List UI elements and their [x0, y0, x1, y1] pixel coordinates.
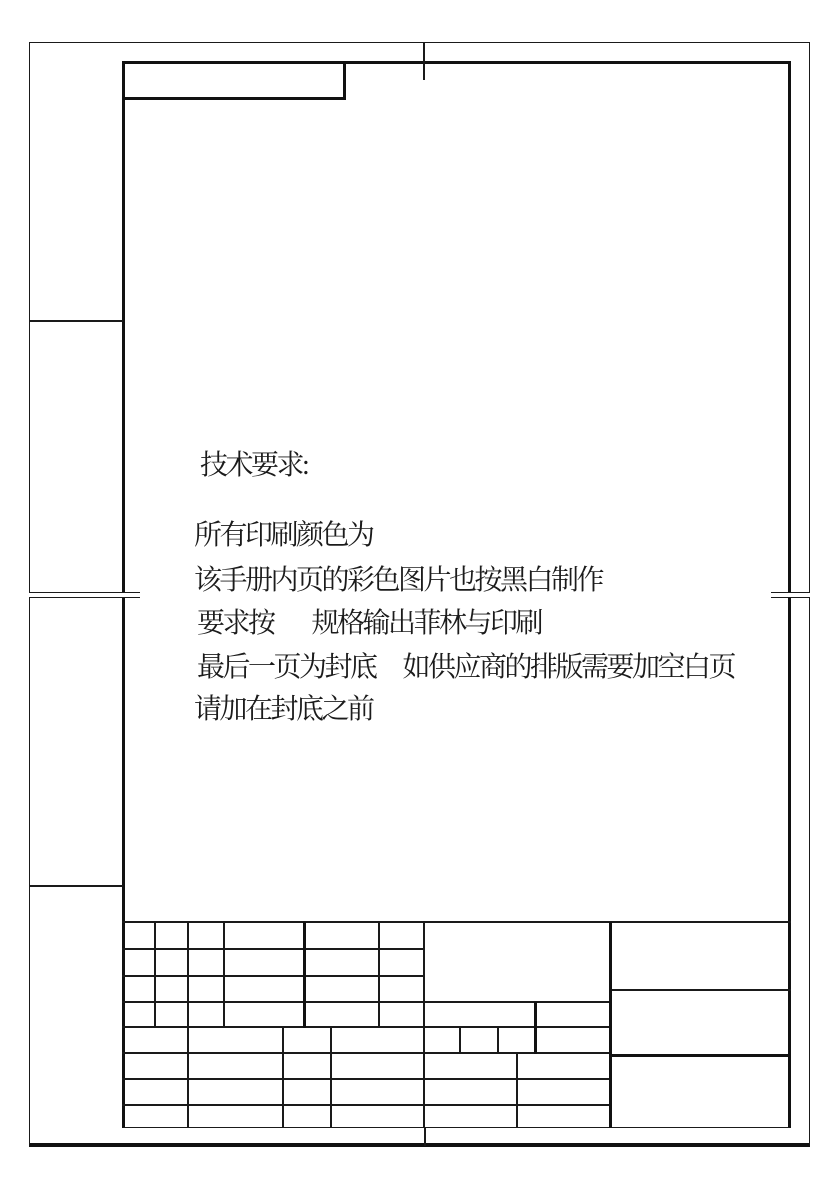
note-text: 所有印刷颜色为 — [194, 520, 373, 551]
title-block-grid-line — [497, 1027, 499, 1054]
note-line-5 — [194, 695, 373, 725]
title-block-grid-line — [459, 1027, 461, 1054]
title-block-grid-line — [610, 989, 791, 991]
title-block-grid-line — [122, 1001, 610, 1003]
title-block-grid-line — [534, 1002, 537, 1054]
title-block-grid-line — [610, 1054, 791, 1057]
title-block-grid-line — [609, 922, 612, 1128]
margin-divider-upper — [29, 320, 123, 322]
title-block-grid-line — [122, 1078, 610, 1080]
title-block-grid-line — [122, 1052, 610, 1054]
note-line-4 — [197, 653, 734, 683]
title-block-grid-line — [330, 1027, 332, 1128]
note-text: 请加在封底之前 — [194, 694, 373, 725]
title-block-grid-line — [423, 922, 425, 1128]
title-block-grid-line — [282, 1027, 284, 1128]
title-block-grid-line — [516, 1053, 518, 1128]
centering-mark-top — [423, 42, 425, 80]
header-tag-box — [122, 61, 346, 100]
title-block-grid-line — [223, 922, 225, 1028]
note-text: 规格输出菲林与印刷 — [311, 608, 542, 639]
margin-divider-lower — [29, 885, 123, 887]
title-block-grid-line — [378, 922, 380, 1028]
title-block-grid-line — [303, 922, 306, 1028]
note-text: 该手册内页的彩色图片也按黑白制作 — [194, 565, 603, 596]
centering-mark-left — [29, 592, 140, 598]
note-text: 要求按 — [197, 608, 274, 639]
note-line-2 — [194, 566, 602, 596]
note-text: 最后一页为封底 — [197, 652, 376, 683]
tech-requirements-title: 技术要求: — [200, 450, 308, 481]
title-block-grid-line — [187, 922, 189, 1128]
centering-mark-right — [771, 592, 810, 598]
note-line-3 — [197, 609, 541, 639]
centering-mark-bottom — [424, 1128, 426, 1146]
note-line-1 — [194, 521, 373, 551]
note-text: 如供应商的排版需要加空白页 — [402, 652, 735, 683]
title-block-grid-line — [122, 1026, 610, 1028]
title-block-grid-line — [122, 1104, 610, 1106]
title-block-grid-line — [154, 922, 156, 1028]
